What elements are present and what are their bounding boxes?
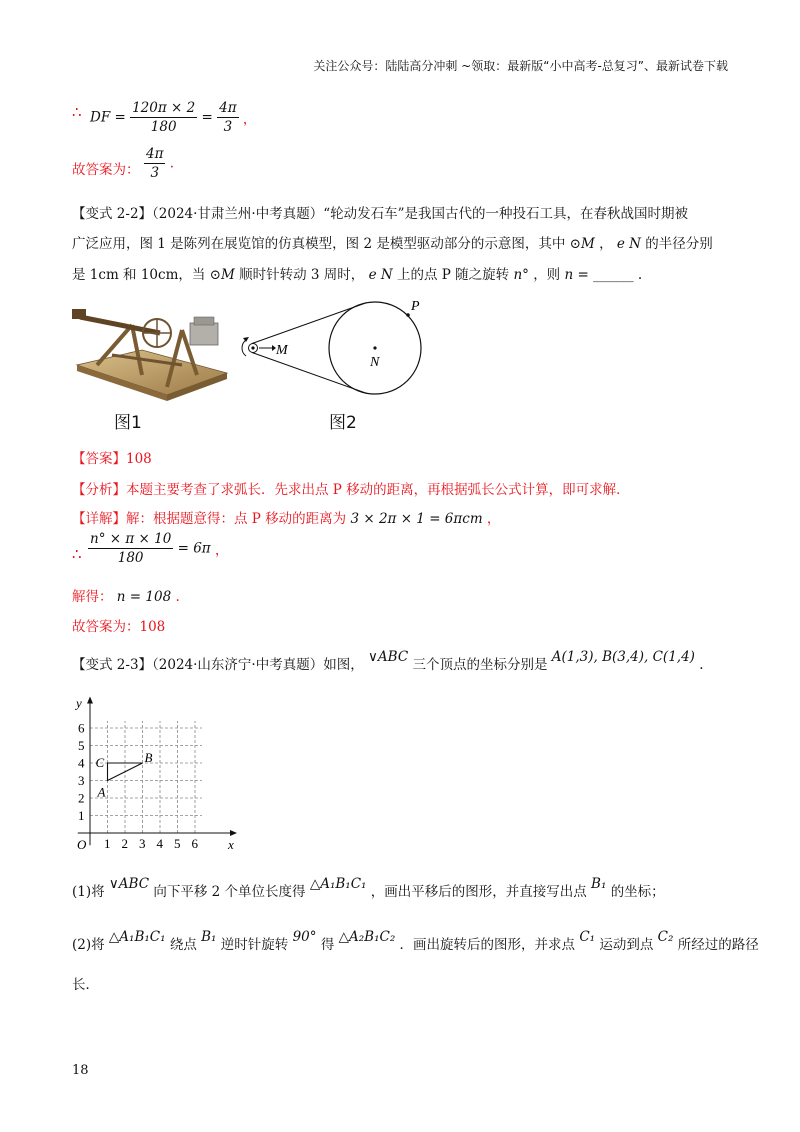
circle-n-symbol: e N: [616, 236, 641, 252]
origin-label: O: [77, 837, 87, 852]
rotation-arrow: [242, 340, 246, 356]
y-axis-arrow: [87, 697, 93, 704]
x-tick-label: 3: [139, 836, 146, 851]
v22-line2-tail: 的半径分别: [645, 236, 713, 252]
q2-prefix: (2)将: [72, 937, 105, 953]
v22-line3-end: .: [637, 267, 643, 283]
v23-text2: 三个顶点的坐标分别是: [412, 657, 548, 673]
rotation-arrow-head: [243, 337, 249, 342]
variant-2-3-line1: [72, 649, 704, 673]
point-b-label: B: [144, 750, 153, 765]
q2-point: B₁: [201, 929, 217, 945]
answer-2-2: 【答案】108: [72, 451, 152, 467]
y-tick-label: 5: [78, 738, 85, 753]
n-equals: n =: [564, 267, 589, 283]
df-fraction-1: [130, 100, 197, 135]
df-tail: ，: [242, 111, 257, 128]
v22-line2-comma: ，: [599, 236, 613, 252]
v22-line3-then: ，则: [533, 267, 561, 283]
axes: [78, 697, 237, 846]
df-frac1-den: 180: [150, 119, 177, 135]
v23-coords: A(1,3), B(3,4), C(1,4): [551, 649, 695, 665]
v22-line3-text: 是 1cm 和 10cm，当: [72, 267, 206, 283]
answer-label-1: 故答案为：: [72, 162, 140, 178]
point-m-label: M: [276, 343, 288, 358]
final-answer-2-2: 故答案为：108: [72, 619, 166, 635]
df-frac2-den: 3: [223, 119, 233, 135]
y-tick-label: 2: [78, 790, 85, 806]
v23-end: .: [699, 657, 704, 673]
tick-labels: [78, 721, 199, 852]
variant-2-2-line3: [72, 263, 642, 283]
detail-comma: ，: [486, 511, 501, 527]
q2-text5: 所经过的路径: [677, 937, 759, 953]
solve-line: [72, 585, 180, 605]
q2-point-c2: C₂: [657, 929, 674, 945]
y-tick-label: 4: [78, 755, 85, 771]
q1-triangle: ∨ABC: [108, 876, 150, 892]
x-axis-arrow: [230, 830, 237, 836]
answer-num: 4π: [146, 146, 164, 162]
y-tick-label: 6: [78, 720, 85, 736]
arc-equation: [88, 531, 228, 566]
q2-text: 绕点: [169, 937, 197, 953]
x-tick-label: 5: [174, 836, 181, 851]
v23-triangle: ∨ABC: [368, 649, 409, 665]
arc-fraction: [88, 531, 173, 566]
q1-point: B₁: [591, 876, 607, 892]
detail-text: 【详解】解：根据题意得：点 P 移动的距离为: [72, 511, 347, 527]
grid-lines: [90, 721, 202, 833]
point-p-dot: [406, 313, 410, 317]
page-number: 18: [72, 1063, 89, 1078]
variant-2-2-line1: 【变式 2-2】（2024·甘肃兰州·中考真题）“轮动发石车”是我国古代的一种投石工具，在春秋战国时期被: [72, 206, 689, 222]
n-degree: n°: [513, 267, 529, 283]
answer-fraction: [144, 146, 165, 181]
df-equation: [90, 100, 256, 135]
x-tick-label: 2: [121, 836, 128, 851]
x-tick-label: 1: [104, 836, 111, 851]
answer-den: 3: [150, 165, 160, 181]
q1-end: 的坐标；: [610, 884, 665, 900]
solve-math: n = 108: [116, 589, 172, 605]
df-frac2-num: 4π: [219, 100, 237, 116]
q2-triangle-2: △A₂B₁C₂: [338, 929, 396, 945]
variant-2-2-line2: [72, 232, 713, 252]
circle-m-symbol: ⊙M: [569, 236, 595, 252]
circle-n-symbol-2: e N: [368, 267, 393, 283]
q2-text2: 逆时针旋转: [220, 937, 289, 953]
question-2-continued: 长．: [72, 977, 99, 993]
therefore-symbol: ∴: [72, 103, 82, 121]
v22-line2-text: 广泛应用，图 1 是陈列在展览馆的仿真模型，图 2 是模型驱动部分的示意图，其中: [72, 236, 566, 252]
figure-1-label: 图1: [114, 413, 142, 433]
arc-frac-den: 180: [117, 550, 144, 566]
analysis-2-2: 【分析】本题主要考查了求弧长．先求出点 P 移动的距离，再根据弧长公式计算，即可求解．: [72, 482, 630, 498]
center-n: [373, 346, 376, 349]
q1-prefix: (1)将: [72, 884, 105, 900]
center-m: [251, 346, 254, 349]
x-axis-label: x: [228, 837, 234, 852]
question-1: [72, 876, 665, 900]
df-frac1-num: 120π × 2: [132, 100, 196, 116]
y-tick-label: 1: [78, 808, 85, 823]
q2-triangle: △A₁B₁C₁: [108, 929, 166, 945]
coordinate-graph: [72, 688, 242, 858]
y-axis-label: y: [76, 695, 82, 711]
q2-text3: ．画出旋转后的图形，并求点: [399, 937, 576, 953]
v23-text: 【变式 2-3】（2024·山东济宁·中考真题）如图，: [72, 657, 364, 673]
detail-math: 3 × 2π × 1 = 6πcm: [350, 511, 483, 527]
question-2: [72, 929, 759, 953]
df-equals: =: [201, 109, 213, 126]
point-a-label: A: [97, 784, 106, 800]
df-fraction-2: [217, 100, 238, 135]
q2-degree: 90°: [292, 929, 317, 945]
arc-rhs: = 6π: [177, 540, 211, 557]
q1-text2: ，画出平移后的图形，并直接写出点: [370, 884, 587, 900]
page-header: 关注公众号：陆陆高分冲刺 ~领取：最新版“小中高考-总复习”、最新试卷下载: [313, 59, 728, 73]
belt-bottom: [252, 353, 367, 394]
belt-top: [252, 303, 367, 344]
arc-frac-num: n° × π × 10: [90, 531, 172, 547]
point-p-label: P: [411, 299, 420, 314]
q1-triangle-2: △A₁B₁C₁: [309, 876, 367, 892]
v22-line3-mid2: 上的点 P 随之旋转: [396, 267, 510, 283]
catapult-model-image: [72, 295, 232, 405]
belt-drive-diagram: [232, 292, 452, 404]
q2-get: 得: [320, 937, 335, 953]
circle-m-symbol-2: ⊙M: [209, 267, 235, 283]
answer-fraction-1: [144, 146, 174, 181]
arc-tail: ，: [214, 542, 229, 559]
figure-2-label: 图2: [329, 413, 357, 433]
x-tick-label: 4: [156, 836, 163, 851]
therefore-symbol-2: ∴: [72, 545, 82, 563]
solve-tail: .: [175, 589, 180, 605]
answer-blank: ______: [593, 267, 634, 283]
q2-text4: 运动到点: [599, 937, 654, 953]
point-n-label: N: [370, 355, 380, 370]
answer-tail: .: [169, 155, 175, 172]
y-tick-label: 3: [78, 773, 85, 788]
q1-text: 向下平移 2 个单位长度得: [153, 884, 306, 900]
x-tick-label: 6: [191, 836, 198, 851]
q2-point-c1: C₁: [579, 929, 596, 945]
solve-label: 解得：: [72, 589, 113, 605]
detail-2-2: [72, 507, 500, 527]
df-lhs: DF =: [90, 109, 126, 126]
point-c-label: C: [95, 755, 105, 770]
v22-line3-mid: 顺时针转动 3 周时，: [239, 267, 365, 283]
